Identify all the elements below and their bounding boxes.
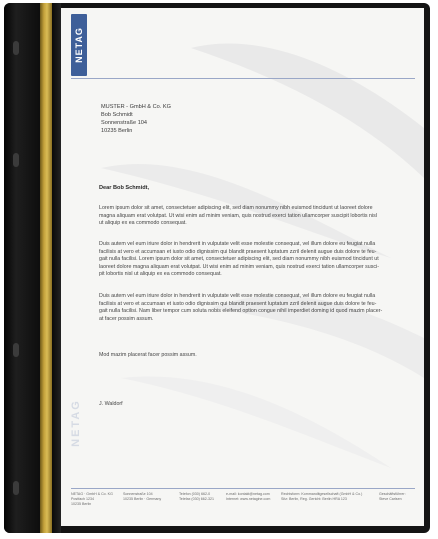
body-paragraph-1 bbox=[99, 205, 397, 228]
document-folder bbox=[4, 3, 430, 533]
footer-line: 10235 Berlin · Germany bbox=[123, 497, 162, 501]
footer-line: Telefon (030) 662-0 bbox=[179, 492, 211, 496]
text-line: J. Waldorf bbox=[99, 401, 123, 407]
recipient-address bbox=[101, 103, 171, 135]
text-line: facilisis at vero et accumsan et iusto odio dignissim qui blandit praesent luptatum zzril delenit augue duis dolore te feu- bbox=[99, 248, 377, 255]
footer-rule bbox=[71, 488, 415, 489]
footer-column-3 bbox=[179, 492, 214, 502]
signature bbox=[99, 401, 397, 409]
text-line: ut aliquip ex ea commodo consequat. bbox=[99, 220, 187, 227]
footer-column-1 bbox=[71, 492, 113, 507]
punch-hole bbox=[13, 153, 19, 167]
footer-line: e-mail: kontakt@netag.com bbox=[226, 492, 270, 496]
text-line: pit lobortis nisl ut aliquip ex ea commodo consequat. bbox=[99, 271, 222, 278]
address-line: 10235 Berlin bbox=[101, 128, 133, 134]
watermark bbox=[67, 368, 85, 478]
footer-column-5 bbox=[281, 492, 362, 502]
footer-line: Rechtsform: Kommanditgesellschaft (GmbH & Co.) bbox=[281, 492, 363, 496]
body-paragraph-2 bbox=[99, 241, 397, 279]
folder-spine bbox=[4, 3, 40, 533]
logo bbox=[71, 14, 87, 76]
footer-column-6 bbox=[379, 492, 406, 502]
text-line: facilisis at vero et accumsan et iusto odio dignissim qui blandit praesent luptatum zzril delenit augue duis dolore te feu- bbox=[99, 300, 377, 307]
salutation: Dear Bob Schmidt, bbox=[99, 185, 150, 191]
footer-line: Sitz: Berlin, Reg. Gericht: Berlin HRA 123 bbox=[281, 497, 347, 501]
text-line: Lorem ipsum dolor sit amet, consectetuer adipiscing elit, sed diam nonummy nibh euismod tincidunt ut laoreet dolore bbox=[99, 205, 373, 211]
text-line: magna aliquam erat volutpat. Ut wisi enim ad minim veniam, quis nostrud exerci tation ullamcorper suscipit lobortis nisl bbox=[99, 212, 377, 219]
footer-column-4 bbox=[226, 492, 270, 502]
footer-line: Sonnenstraße 104 bbox=[123, 492, 153, 496]
footer-line: 10235 Berlin bbox=[71, 502, 92, 506]
text-line: Duis autem vel eum iriure dolor in hendrerit in vulputate velit esse molestie consequat, vel illum dolore eu feugiat nulla bbox=[99, 241, 376, 247]
punch-hole bbox=[13, 481, 19, 495]
text-line: laoreet dolore magna aliquam erat volutpat. Ut wisi enim ad minim veniam, quis nostrud exerci tation ullamcorper susci- bbox=[99, 263, 379, 270]
text-line: gait nulla facilisi. Lorem ipsum dolor sit amet, consectetuer adipiscing elit, sed diam nonummy nibh euismod tincidunt ut bbox=[99, 256, 379, 263]
address-line: MUSTER - GmbH & Co. KG bbox=[101, 104, 171, 110]
text-line: Duis autem vel eum iriure dolor in hendrerit in vulputate velit esse molestie consequat, vel illum dolore eu feugiat nulla bbox=[99, 293, 376, 299]
footer-line: Geschäftsführer: bbox=[379, 492, 406, 496]
body-paragraph-3 bbox=[99, 293, 397, 323]
punch-hole bbox=[13, 343, 19, 357]
address-line: Bob Schmidt bbox=[101, 112, 133, 118]
letter-sheet bbox=[61, 8, 424, 526]
text-line: Mod mazim placerat facer possim assum. bbox=[99, 352, 197, 358]
footer-line: NETAG · GmbH & Co. KG bbox=[71, 492, 113, 496]
logo-text: NETAG bbox=[74, 27, 84, 63]
footer-line: Telefax (030) 662-321 bbox=[179, 497, 214, 501]
footer-line: Postfach 1234 bbox=[71, 497, 94, 501]
text-line: at facer possim assum. bbox=[99, 315, 154, 322]
gold-binding-strip bbox=[40, 3, 52, 533]
watermark-text: NETAG bbox=[70, 399, 82, 447]
text-line: gait nulla facilisi. Nam liber tempor cum soluta nobis eleifend option congue nihil imperdiet doming id quod mazim placer- bbox=[99, 308, 383, 315]
footer-line: Internet: www.netagine.com bbox=[226, 497, 271, 501]
header-rule bbox=[71, 78, 415, 79]
address-line: Sonnenstraße 104 bbox=[101, 120, 148, 126]
punch-hole bbox=[13, 41, 19, 55]
binding-rail bbox=[52, 3, 61, 533]
footer-line: Steve Carlsen bbox=[379, 497, 402, 501]
footer-column-2 bbox=[123, 492, 161, 502]
body-paragraph-4 bbox=[99, 352, 397, 360]
